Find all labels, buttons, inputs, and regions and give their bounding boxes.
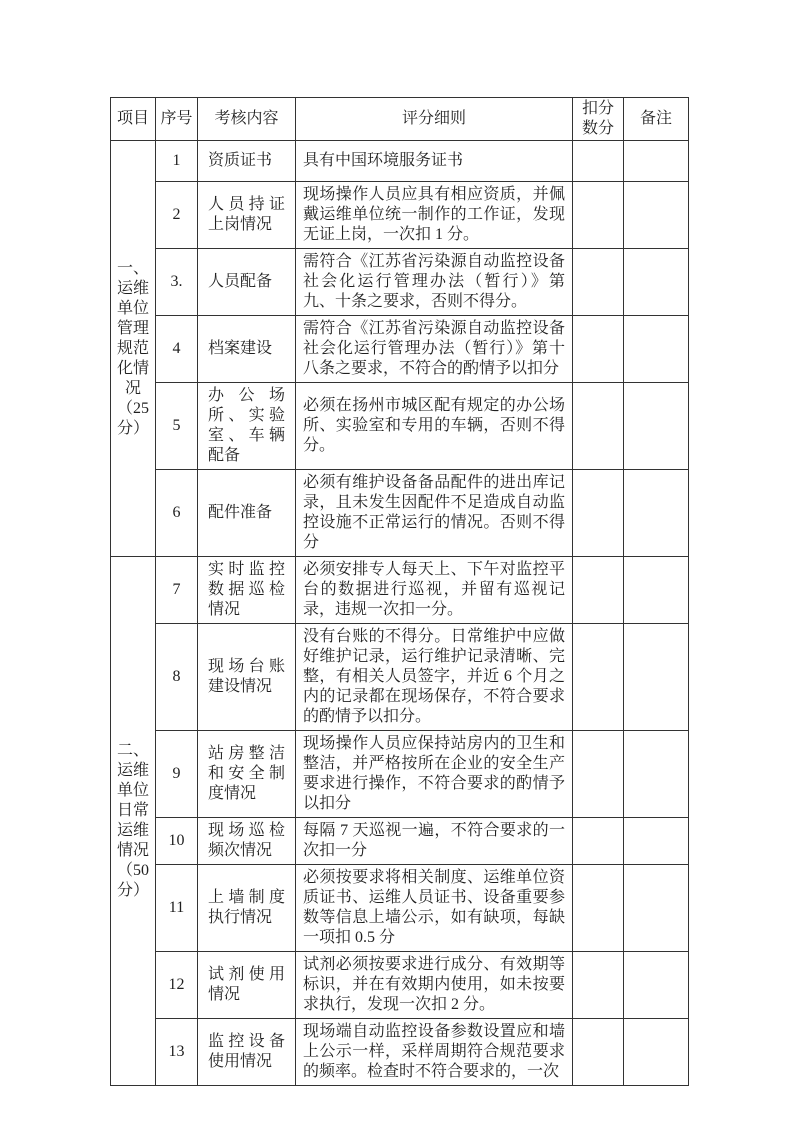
assessment-content: 试剂使用情况	[198, 952, 296, 1019]
deduction-cell	[573, 1019, 624, 1086]
table-row	[111, 624, 689, 731]
remark-cell	[624, 865, 689, 952]
deduction-cell	[573, 557, 624, 624]
row-number: 9	[156, 731, 198, 818]
table-row	[111, 141, 689, 182]
table-row	[111, 182, 689, 249]
remark-cell	[624, 624, 689, 731]
row-number: 7	[156, 557, 198, 624]
assessment-content: 人员持证上岗情况	[198, 182, 296, 249]
remark-cell	[624, 249, 689, 316]
col-header-remark: 备注	[624, 98, 689, 141]
scoring-rule: 必须在扬州市城区配有规定的办公场所、实验室和专用的车辆，否则不得分。	[296, 383, 573, 470]
remark-cell	[624, 731, 689, 818]
deduction-cell	[573, 470, 624, 557]
col-header-project: 项目	[111, 98, 156, 141]
assessment-content: 资质证书	[198, 141, 296, 182]
table-row	[111, 316, 689, 383]
deduction-cell	[573, 865, 624, 952]
assessment-content: 现场巡检频次情况	[198, 818, 296, 865]
row-number: 4	[156, 316, 198, 383]
scoring-rule: 具有中国环境服务证书	[296, 141, 573, 182]
assessment-content: 上墙制度执行情况	[198, 865, 296, 952]
scoring-rule: 需符合《江苏省污染源自动监控设备社会化运行管理办法（暂行）》第十八条之要求，不符合的酌情予以扣分	[296, 316, 573, 383]
deduction-cell	[573, 952, 624, 1019]
assessment-content: 档案建设	[198, 316, 296, 383]
assessment-content: 人员配备	[198, 249, 296, 316]
remark-cell	[624, 182, 689, 249]
remark-cell	[624, 470, 689, 557]
col-header-deduction: 扣分数分	[573, 98, 624, 141]
row-number: 13	[156, 1019, 198, 1086]
assessment-content: 现场台账建设情况	[198, 624, 296, 731]
assessment-content: 办公场所、实验室、车辆配备	[198, 383, 296, 470]
remark-cell	[624, 141, 689, 182]
group-label-2: 二、运维单位日常运维情况（50分）	[111, 557, 156, 1086]
deduction-cell	[573, 141, 624, 182]
col-header-index: 序号	[156, 98, 198, 141]
table-row	[111, 818, 689, 865]
row-number: 1	[156, 141, 198, 182]
table-row	[111, 557, 689, 624]
group-label-1: 一、运维单位管理规范化情况（25分）	[111, 141, 156, 557]
remark-cell	[624, 316, 689, 383]
row-number: 11	[156, 865, 198, 952]
row-number: 5	[156, 383, 198, 470]
row-number: 10	[156, 818, 198, 865]
remark-cell	[624, 1019, 689, 1086]
scoring-rule: 必须按要求将相关制度、运维单位资质证书、运维人员证书、设备重要参数等信息上墙公示，如有缺项，每缺一项扣 0.5 分	[296, 865, 573, 952]
assessment-content: 监控设备使用情况	[198, 1019, 296, 1086]
table-row	[111, 1019, 689, 1086]
table-row	[111, 865, 689, 952]
table-row	[111, 731, 689, 818]
deduction-cell	[573, 624, 624, 731]
scoring-rule: 现场操作人员应具有相应资质，并佩戴运维单位统一制作的工作证，发现无证上岗，一次扣 1 分。	[296, 182, 573, 249]
remark-cell	[624, 818, 689, 865]
row-number: 2	[156, 182, 198, 249]
scoring-rule: 现场端自动监控设备参数设置应和墙上公示一样，采样周期符合规范要求的频率。检查时不符合要求的，一次	[296, 1019, 573, 1086]
col-header-rules: 评分细则	[296, 98, 573, 141]
deduction-cell	[573, 818, 624, 865]
row-number: 6	[156, 470, 198, 557]
scoring-rule: 必须安排专人每天上、下午对监控平台的数据进行巡视，并留有巡视记录，违规一次扣一分。	[296, 557, 573, 624]
deduction-cell	[573, 316, 624, 383]
table-row	[111, 249, 689, 316]
deduction-cell	[573, 249, 624, 316]
row-number: 12	[156, 952, 198, 1019]
assessment-content: 实时监控数据巡检情况	[198, 557, 296, 624]
deduction-cell	[573, 731, 624, 818]
scoring-rule: 必须有维护设备备品配件的进出库记录，且未发生因配件不足造成自动监控设施不正常运行的情况。否则不得分	[296, 470, 573, 557]
row-number: 8	[156, 624, 198, 731]
remark-cell	[624, 383, 689, 470]
scoring-rule: 需符合《江苏省污染源自动监控设备社会化运行管理办法（暂行）》第九、十条之要求，否则不得分。	[296, 249, 573, 316]
table-row	[111, 470, 689, 557]
table-row	[111, 383, 689, 470]
scoring-rule: 现场操作人员应保持站房内的卫生和整洁，并严格按所在企业的安全生产要求进行操作，不符合要求的酌情予以扣分	[296, 731, 573, 818]
table-row	[111, 952, 689, 1019]
deduction-cell	[573, 383, 624, 470]
deduction-cell	[573, 182, 624, 249]
assessment-table	[110, 97, 689, 1086]
scoring-rule: 试剂必须按要求进行成分、有效期等标识，并在有效期内使用，如未按要求执行，发现一次扣 2 分。	[296, 952, 573, 1019]
scoring-rule: 没有台账的不得分。日常维护中应做好维护记录，运行维护记录清晰、完整，有相关人员签字，并近 6 个月之内的记录都在现场保存，不符合要求的酌情予以扣分。	[296, 624, 573, 731]
scoring-rule: 每隔 7 天巡视一遍，不符合要求的一次扣一分	[296, 818, 573, 865]
row-number: 3.	[156, 249, 198, 316]
remark-cell	[624, 952, 689, 1019]
col-header-content: 考核内容	[198, 98, 296, 141]
assessment-content: 站房整洁和安全制度情况	[198, 731, 296, 818]
header-row	[111, 98, 689, 141]
remark-cell	[624, 557, 689, 624]
assessment-content: 配件准备	[198, 470, 296, 557]
